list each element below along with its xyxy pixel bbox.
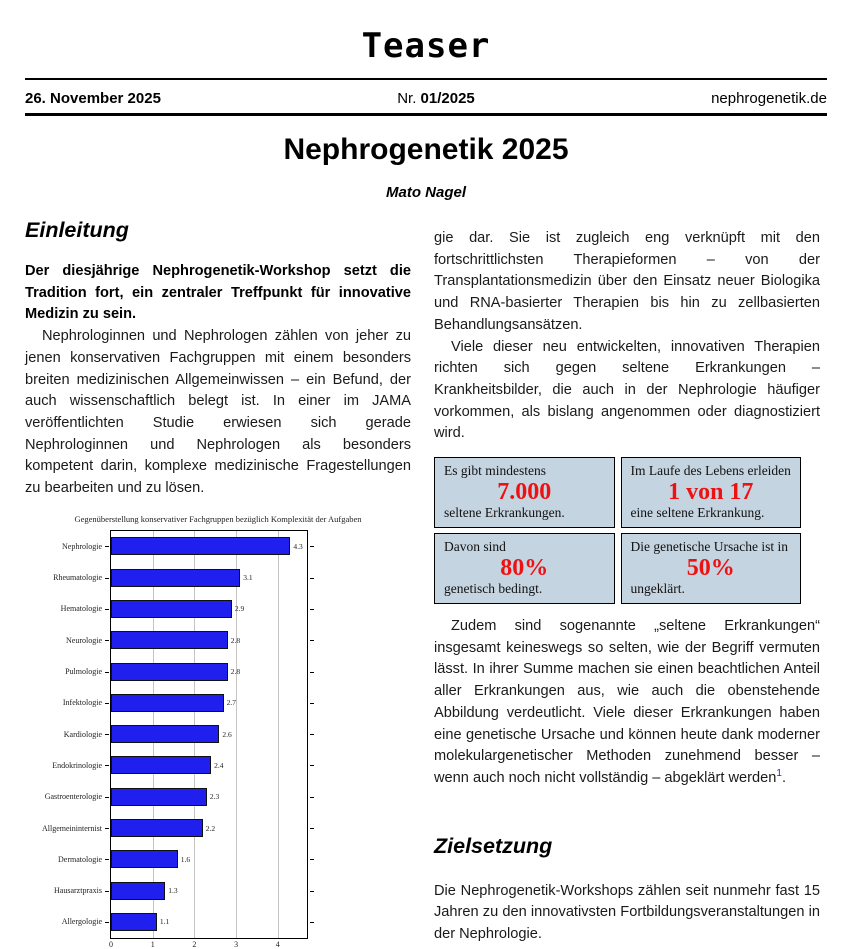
x-tick-label: 1 bbox=[150, 939, 155, 949]
axis-tick bbox=[310, 828, 314, 829]
axis-tick bbox=[105, 828, 109, 829]
chart-category-label: Allgemeininternist bbox=[42, 823, 102, 833]
chart-category-label: Hausarztpraxis bbox=[54, 886, 102, 896]
axis-tick bbox=[105, 703, 109, 704]
chart-bar bbox=[111, 631, 228, 649]
chart-row bbox=[52, 750, 307, 781]
axis-tick bbox=[105, 672, 109, 673]
stat-box-top-text: Es gibt mindestens bbox=[444, 463, 546, 479]
footnote-link[interactable]: 1 bbox=[776, 768, 782, 780]
stat-box-top-text: Im Laufe des Lebens erleiden bbox=[630, 463, 791, 479]
axis-tick bbox=[310, 672, 314, 673]
document-title: Nephrogenetik 2025 bbox=[283, 133, 569, 166]
chart-row bbox=[42, 812, 307, 843]
chart-row bbox=[54, 875, 307, 906]
chart-row bbox=[58, 844, 307, 875]
chart-category-label: Nephrologie bbox=[62, 541, 102, 551]
stat-box-unexplained bbox=[621, 533, 802, 604]
stat-box-bottom-text: ungeklärt. bbox=[630, 581, 685, 597]
lead-paragraph: Der diesjährige Nephrogenetik-Workshop setzt die Tradition fort, ein zentraler Treffpunkt für innovative Medizin zu sein. bbox=[25, 263, 411, 323]
chart-value-label: 2.9 bbox=[234, 604, 245, 614]
axis-tick bbox=[105, 765, 109, 766]
chart-category-label: Neurologie bbox=[66, 635, 102, 645]
stat-box-bottom-text: genetisch bedingt. bbox=[444, 581, 543, 597]
therapies-paragraph: Viele dieser neu entwickelten, innovativen Therapien richten sich gegen seltene Erkrankungen – Krankheitsbilder, die auch in der Nephrologie häufiger vorkommen, als bislang angenommen oder diagnostiziert wird. bbox=[434, 338, 820, 442]
axis-tick bbox=[310, 797, 314, 798]
x-tick-label: 4 bbox=[275, 939, 280, 949]
chart-category-label: Dermatologie bbox=[58, 854, 102, 864]
chart-row bbox=[53, 562, 307, 593]
chart-category-label: Pulmologie bbox=[65, 667, 102, 677]
section-heading-einleitung: Einleitung bbox=[25, 218, 129, 242]
stat-box-genetic bbox=[434, 533, 615, 604]
chart-category-label: Kardiologie bbox=[63, 729, 102, 739]
axis-tick bbox=[105, 734, 109, 735]
chart-bar bbox=[111, 725, 219, 743]
stat-box-top-text: Davon sind bbox=[444, 539, 506, 555]
chart-value-label: 2.3 bbox=[209, 792, 220, 802]
stat-box-bottom-text: seltene Erkrankungen. bbox=[444, 505, 565, 521]
issue-date: 26. November 2025 bbox=[25, 89, 161, 107]
chart-row bbox=[63, 719, 307, 750]
chart-row bbox=[61, 906, 307, 937]
chart-value-label: 3.1 bbox=[243, 573, 253, 583]
zielsetzung-paragraph: Die Nephrogenetik-Workshops zählen seit nunmehr fast 15 Jahren zu den innovativsten Fortbildungsveranstaltungen in der Nephrologie. bbox=[434, 882, 820, 943]
chart-category-label: Allergologie bbox=[61, 917, 102, 927]
axis-tick bbox=[105, 640, 109, 641]
axis-tick bbox=[310, 546, 314, 547]
chart-value-label: 2.8 bbox=[230, 635, 241, 645]
chart-category-label: Infektologie bbox=[62, 698, 102, 708]
chart-bar bbox=[111, 537, 290, 555]
continuation-paragraph: gie dar. Sie ist zugleich eng verknüpft mit den fortschrittlichsten Therapieformen – von der Transplantationsmedizin über den Einsatz neuer Biologika und RNA-basierter Therapien bis hin zu zellbasierten Behandlungsansätzen. bbox=[434, 230, 820, 333]
axis-tick bbox=[105, 859, 109, 860]
chart-bar bbox=[111, 600, 232, 618]
stat-box-value: 50% bbox=[686, 554, 735, 581]
chart-category-label: Hematologie bbox=[60, 604, 102, 614]
axis-tick bbox=[105, 891, 109, 892]
axis-tick bbox=[310, 578, 314, 579]
chart-plot bbox=[42, 530, 308, 949]
axis-tick bbox=[310, 640, 314, 641]
chart-bar bbox=[111, 569, 240, 587]
stat-box-lifetime bbox=[621, 457, 802, 528]
bar-chart bbox=[25, 513, 411, 949]
stat-box-top-text: Die genetische Ursache ist in bbox=[630, 539, 788, 555]
chart-value-label: 2.4 bbox=[214, 760, 224, 770]
chart-row bbox=[66, 625, 307, 656]
chart-bar bbox=[111, 756, 211, 774]
chart-value-label: 1.3 bbox=[168, 886, 178, 896]
chart-bar bbox=[111, 819, 203, 837]
statistics-grid bbox=[434, 457, 801, 604]
stat-box-value: 7.000 bbox=[497, 478, 552, 505]
chart-value-label: 4.3 bbox=[293, 541, 303, 551]
x-tick-label: 2 bbox=[192, 939, 197, 949]
dateline bbox=[25, 87, 827, 109]
x-tick-label: 0 bbox=[109, 939, 113, 949]
chart-row bbox=[65, 656, 307, 687]
chart-bar bbox=[111, 850, 178, 868]
stat-box-value: 80% bbox=[500, 554, 549, 581]
axis-tick bbox=[105, 922, 109, 923]
stat-box-value: 1 von 17 bbox=[668, 478, 754, 505]
chart-category-label: Gastroenterologie bbox=[44, 792, 102, 802]
issue-number: Nr. 01/2025 bbox=[397, 89, 475, 107]
axis-tick bbox=[105, 609, 109, 610]
chart-value-label: 2.7 bbox=[226, 698, 236, 708]
chart-bar bbox=[111, 663, 228, 681]
axis-tick bbox=[310, 609, 314, 610]
chart-value-label: 2.8 bbox=[230, 667, 241, 677]
axis-tick bbox=[310, 734, 314, 735]
axis-tick bbox=[310, 859, 314, 860]
chart-title: Gegenüberstellung konservativer Fachgruppen bezüglich Komplexität der Aufgaben bbox=[74, 513, 362, 524]
axis-tick bbox=[310, 765, 314, 766]
axis-tick bbox=[105, 797, 109, 798]
masthead-title: Teaser bbox=[361, 26, 491, 66]
header-rule-top bbox=[25, 78, 827, 80]
rare-diseases-paragraph: Zudem sind sogenannte „seltene Erkrankungen“ insgesamt keineswegs so selten, wie der Begriff vermuten lässt. In ihrer Summe machen sie einen beachtlichen Anteil aller Erkrankungen aus, wie auch die obenstehende Abbildung verdeutlicht. Viele dieser Erkrankungen haben eine genetische Ursache und können heute dank moderner molekulargenetischer Methoden zunehmend besser – wenn auch noch nicht vollständig – abgeklärt werden$^1$. bbox=[434, 618, 820, 786]
chart-row bbox=[60, 593, 307, 624]
einleitung-paragraph: Nephrologinnen und Nephrologen zählen von jeher zu jenen konservativen Fachgruppen mit einem besonders breiten medizinischen Allgemeinwissen – ein Befund, der auch wissenschaftlich belegt ist. In einer im JAMA veröffentlichten Studie erwiesen sich gerade Nephrologinnen und Nephrologen als besonders kompetent darin, komplexe medizinische Fragestellungen zu bearbeiten und zu lösen. bbox=[25, 328, 411, 497]
axis-tick bbox=[310, 922, 314, 923]
chart-value-label: 1.6 bbox=[180, 854, 191, 864]
section-heading-zielsetzung: Zielsetzung bbox=[434, 833, 553, 858]
chart-bar bbox=[111, 694, 224, 712]
x-tick-label: 3 bbox=[234, 939, 239, 949]
chart-category-label: Endokrinologie bbox=[52, 760, 102, 770]
chart-row bbox=[62, 531, 307, 562]
chart-value-label: 2.6 bbox=[222, 729, 232, 739]
chart-category-label: Rheumatologie bbox=[53, 573, 102, 583]
axis-tick bbox=[310, 891, 314, 892]
chart-value-label: 2.2 bbox=[205, 823, 216, 833]
stat-box-diseases bbox=[434, 457, 615, 528]
website-url: nephrogenetik.de bbox=[711, 89, 827, 107]
chart-value-label: 1.1 bbox=[159, 917, 170, 927]
chart-row bbox=[44, 781, 307, 812]
axis-tick bbox=[105, 578, 109, 579]
left-column bbox=[25, 218, 411, 949]
stat-box-bottom-text: eine seltene Erkrankung. bbox=[630, 505, 765, 521]
axis-tick bbox=[310, 703, 314, 704]
right-column bbox=[434, 228, 820, 946]
chart-bar bbox=[111, 913, 157, 931]
chart-bar bbox=[111, 882, 165, 900]
chart-row bbox=[62, 687, 307, 718]
chart-bar bbox=[111, 788, 207, 806]
header-rule-bottom bbox=[25, 113, 827, 116]
document-author: Mato Nagel bbox=[385, 184, 466, 201]
axis-tick bbox=[105, 546, 109, 547]
